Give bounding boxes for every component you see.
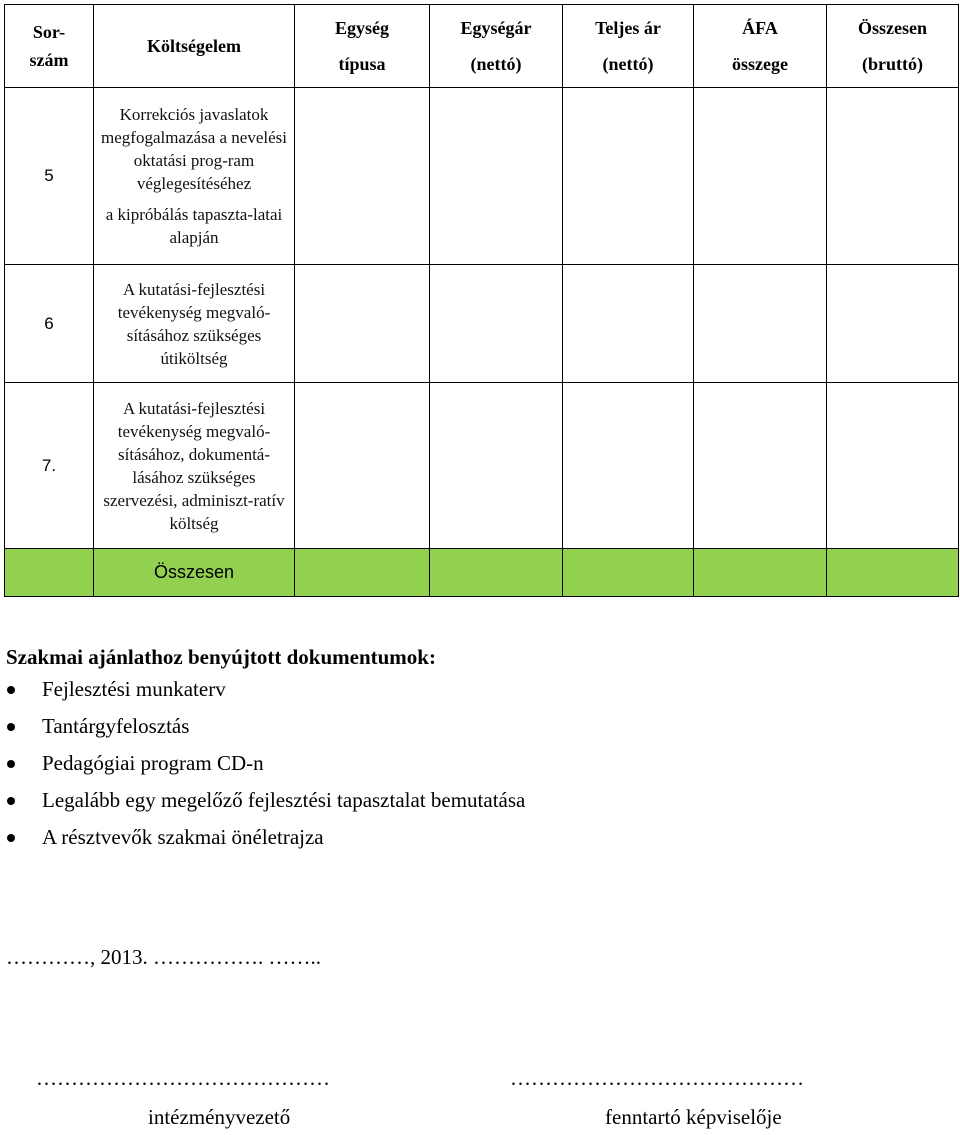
total-label: Összesen (94, 549, 295, 597)
cell-egysegar[interactable] (430, 265, 563, 383)
table-header-row (5, 5, 959, 88)
table-row (5, 88, 959, 265)
signature-line-left: …………………………………… (36, 1066, 330, 1090)
total-teljes-ar[interactable] (563, 549, 694, 597)
total-egyseg-tipusa[interactable] (295, 549, 430, 597)
row-number: 5 (5, 88, 94, 265)
bullet-icon (7, 797, 15, 805)
bullet-icon (7, 723, 15, 731)
header-koltsegelem: Költségelem (94, 5, 295, 88)
cell-afa-osszege[interactable] (694, 383, 827, 549)
signature-label-right: fenntartó képviselője (605, 1105, 782, 1129)
cell-osszesen[interactable] (827, 88, 959, 265)
cell-teljes-ar[interactable] (563, 383, 694, 549)
total-row-number-cell (5, 549, 94, 597)
bullet-icon (7, 834, 15, 842)
header-sorszam: Sor- szám (5, 5, 94, 88)
row-number: 6 (5, 265, 94, 383)
cell-teljes-ar[interactable] (563, 265, 694, 383)
header-osszesen-brutto: Összesen (bruttó) (827, 5, 959, 88)
total-row (5, 549, 959, 597)
header-egyseg-tipusa: Egység típusa (295, 5, 430, 88)
row-number: 7. (5, 383, 94, 549)
cost-item-description: Korrekciós javaslatok megfogalmazása a nevelési oktatási prog-ram véglegesítéséhez a kipróbálás tapaszta-latai alapján (94, 88, 295, 265)
list-item: A résztvevők szakmai önéletrajza (6, 819, 946, 856)
signature-label-left: intézményvezető (148, 1105, 291, 1129)
cell-osszesen[interactable] (827, 265, 959, 383)
documents-title: Szakmai ajánlathoz benyújtott dokumentumok: (6, 645, 436, 669)
bullet-icon (7, 760, 15, 768)
list-item: Tantárgyfelosztás (6, 708, 946, 745)
cell-egyseg-tipusa[interactable] (295, 88, 430, 265)
list-item: Fejlesztési munkaterv (6, 671, 946, 708)
cell-osszesen[interactable] (827, 383, 959, 549)
cell-egyseg-tipusa[interactable] (295, 265, 430, 383)
header-afa-osszege: ÁFA összege (694, 5, 827, 88)
bullet-icon (7, 686, 15, 694)
signature-line-right: …………………………………… (510, 1066, 804, 1090)
total-osszesen[interactable] (827, 549, 959, 597)
total-afa-osszege[interactable] (694, 549, 827, 597)
cell-egysegar[interactable] (430, 383, 563, 549)
table-row (5, 383, 959, 549)
cost-table (4, 4, 959, 597)
table-row (5, 265, 959, 383)
documents-section (6, 643, 946, 856)
cell-afa-osszege[interactable] (694, 265, 827, 383)
list-item: Pedagógiai program CD-n (6, 745, 946, 782)
cell-egyseg-tipusa[interactable] (295, 383, 430, 549)
header-teljes-ar: Teljes ár (nettó) (563, 5, 694, 88)
cell-afa-osszege[interactable] (694, 88, 827, 265)
date-line: …………, 2013. ……………. …….. (6, 945, 321, 969)
cost-item-description: A kutatási-fejlesztési tevékenység megvaló-sításához, dokumentá-lásához szükséges szervezési, adminiszt-ratív költség (94, 383, 295, 549)
documents-list (6, 671, 946, 856)
cell-teljes-ar[interactable] (563, 88, 694, 265)
cell-egysegar[interactable] (430, 88, 563, 265)
header-egysegar: Egységár (nettó) (430, 5, 563, 88)
list-item: Legalább egy megelőző fejlesztési tapasztalat bemutatása (6, 782, 946, 819)
total-egysegar[interactable] (430, 549, 563, 597)
cost-item-description: A kutatási-fejlesztési tevékenység megvaló-sításához szükséges útiköltség (94, 265, 295, 383)
